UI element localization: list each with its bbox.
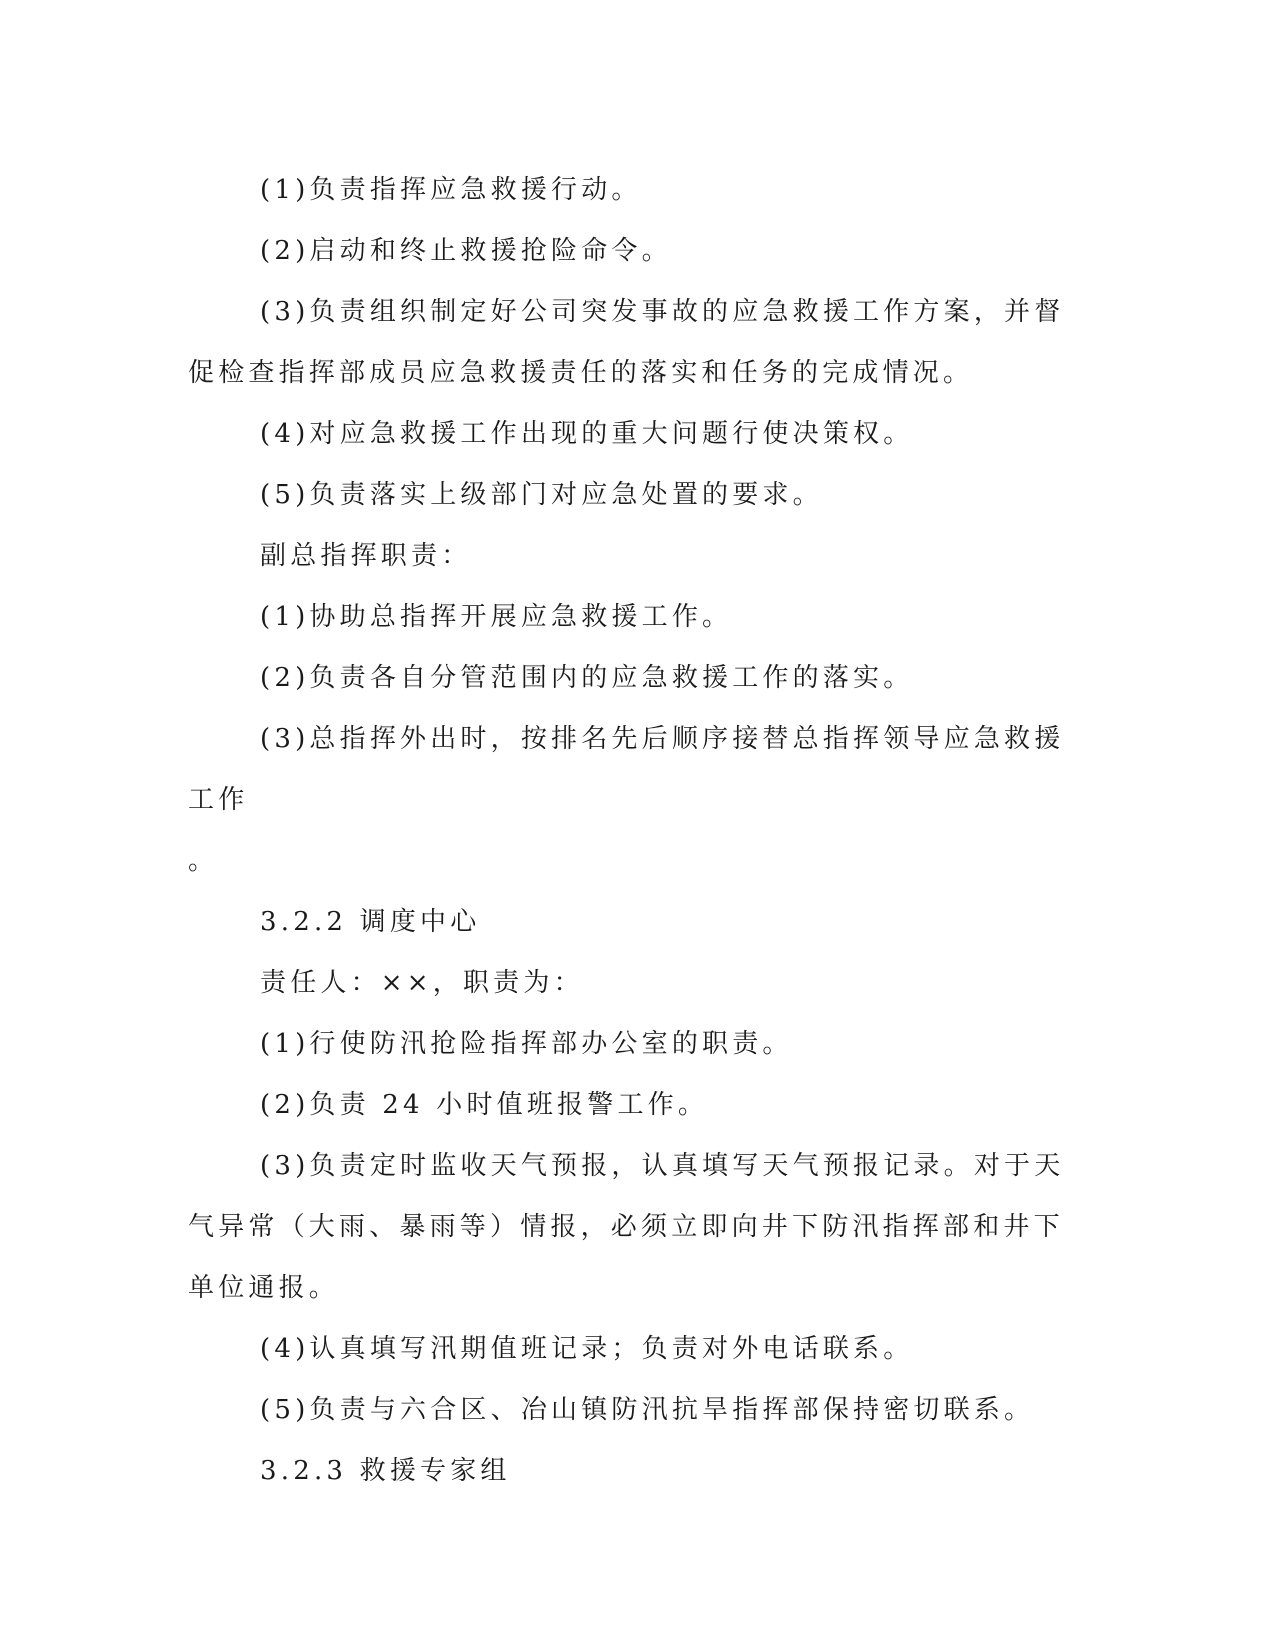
section-heading-3-2-2: 3.2.2 调度中心 [260,907,481,937]
section-heading-3-2-3: 3.2.3 救援专家组 [260,1456,511,1486]
duty-item-1: (1)负责指挥应急救援行动。 [260,175,642,205]
deputy-item-1: (1)协助总指挥开展应急救援工作。 [260,602,733,632]
duty-item-3: (3)负责组织制定好公司突发事故的应急救援工作方案，并督促检查指挥部成员应急救援责任的落实和任务的完成情况。 [188,297,1065,388]
duty-item-4: (4)对应急救援工作出现的重大问题行使决策权。 [260,419,914,449]
deputy-item-3: (3)总指挥外出时，按排名先后顺序接替总指挥领导应急救援工作 [188,724,1065,815]
dispatch-item-5: (5)负责与六合区、冶山镇防汛抗旱指挥部保持密切联系。 [260,1395,1035,1425]
dispatch-item-2: (2)负责 24 小时值班报警工作。 [260,1090,709,1120]
deputy-duties-heading: 副总指挥职责： [260,541,472,571]
deputy-item-2: (2)负责各自分管范围内的应急救援工作的落实。 [260,663,914,693]
duty-item-5: (5)负责落实上级部门对应急处置的要求。 [260,480,823,510]
dispatch-item-4: (4)认真填写汛期值班记录；负责对外电话联系。 [260,1334,914,1364]
document-page [188,160,1078,1502]
dispatch-item-3: (3)负责定时监收天气预报，认真填写天气预报记录。对于天气异常（大雨、暴雨等）情报，必须立即向井下防汛指挥部和井下单位通报。 [188,1151,1065,1303]
deputy-item-3-wrap: 。 [188,846,219,876]
responsible-person-line: 责任人：××，职责为： [260,968,584,998]
dispatch-item-1: (1)行使防汛抢险指挥部办公室的职责。 [260,1029,793,1059]
duty-item-2: (2)启动和终止救援抢险命令。 [260,236,672,266]
